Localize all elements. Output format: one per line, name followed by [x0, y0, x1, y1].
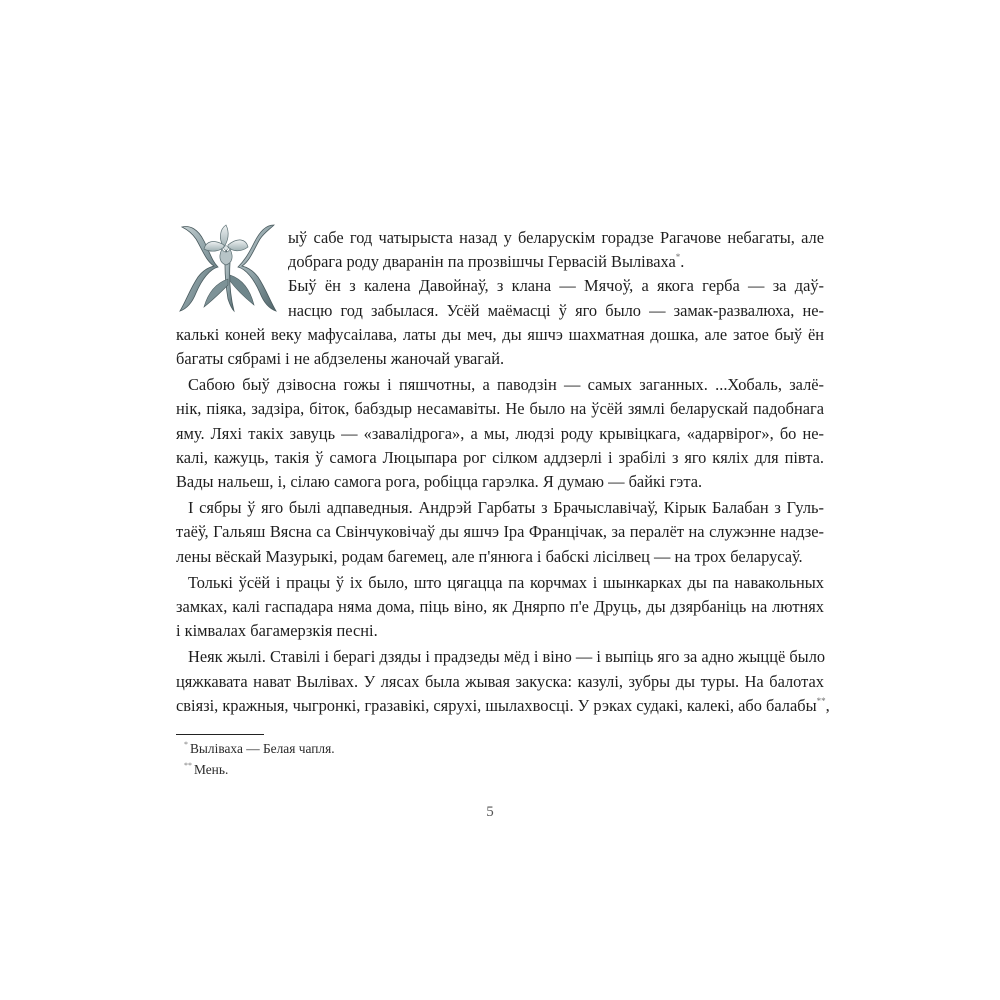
text-line: І сябры ў яго былі адпаведныя. Андрэй Гарбаты з Брачыславічаў, Кірык Балабан з Гуль-	[188, 498, 824, 518]
footnote-text: Выліваха — Белая чапля.	[190, 741, 335, 756]
text-span: свіязі, кражныя, чыгронкі, гразавікі, сярухі, шылахвосці. У рэках судакі, калекі, або балабы	[176, 695, 817, 715]
text-line: таёў, Гальяш Вясна са Свінчуковічаў ды яшчэ Іра Францічак, за пералёт на служэнне надзе-	[176, 522, 824, 542]
footnote-text: Мень.	[194, 762, 229, 777]
text-line	[176, 694, 830, 718]
text-line: калькі коней веку мафусаілава, латы ды меч, ды яшчэ шахматная дошка, але затое быў ён	[176, 324, 824, 344]
footnote-marker: **	[184, 761, 192, 770]
text-line: добрага роду дваранін па прозвішчы Гервасій Выліваха*.	[288, 252, 685, 272]
text-line: Сабою быў дзівосна гожы і пяшчотны, а паводзін — самых заганных. ...Хобаль, залё-	[188, 375, 824, 395]
footnote-ref[interactable]: *	[675, 252, 681, 263]
text-line: Вады нальеш, і, сілаю самога рога, робіцца гарэлка. Я думаю — байкі гэта.	[176, 472, 703, 492]
footnote-ref[interactable]: **	[816, 695, 826, 706]
main-text	[176, 226, 830, 718]
footnote	[184, 738, 335, 759]
text-line: калі, кажуць, такія ў самога Люцыпара рог сілком аддзерлі і зрабілі з яго кяліх для півта.	[176, 447, 824, 467]
text-line: яму. Ляхі такіх завуць — «завалідрога», а мы, людзі роду крывіцкага, «адарвірог», бо не-	[176, 423, 824, 443]
text-span: ,	[825, 695, 830, 715]
footnote-divider	[176, 734, 264, 735]
text-line: ыў сабе год чатырыста назад у беларускім горадзе Рагачове небагаты, але	[288, 228, 824, 247]
page-number: 5	[486, 804, 494, 820]
text-line: цяжкавата нават Вылівах. У лясах была жывая закуска: казулі, зубры ды туры. На балотах	[176, 671, 824, 691]
text-line: замках, калі гаспадара няма дома, піць віно, як Днярпо п'е Друць, ды дзярбаніць на лютнях	[176, 597, 824, 617]
text-line: лены вёскай Мазурыкі, родам багемец, але п'янюга і бабскі лісілвец — на трох беларусаў.	[176, 546, 803, 566]
text-line: багаты сябрамі і не абдзелены жаночай увагай.	[176, 349, 505, 369]
text-line: Толькі ўсёй і працы ў іх было, што цягацца па корчмах і шынкарках ды па навакольных	[188, 572, 824, 592]
footnote	[184, 759, 335, 780]
text-line: нік, піяка, задзіра, біток, бабздыр несамавіты. Не было на ўсёй зямлі беларускай падобнага	[176, 399, 824, 419]
text-line: і кімвалах багамерзкія песні.	[176, 621, 378, 641]
text-line: Неяк жылі. Ставілі і берагі дзяды і прадзеды мёд і віно — і выпіць яго за адно жыццё было	[188, 647, 826, 667]
text-line: насцю год забылася. Усёй маёмасці ў яго было — замак-развалюха, не-	[288, 300, 824, 320]
text-line: Быў ён з калена Давойнаў, з клана — Мячоў, а якога герба — за даў-	[288, 276, 824, 296]
footnotes	[184, 738, 335, 780]
text-span: добрага роду дваранін па прозвішчы Гервасій Выліваха	[288, 252, 676, 272]
footnote-marker: *	[184, 740, 188, 749]
